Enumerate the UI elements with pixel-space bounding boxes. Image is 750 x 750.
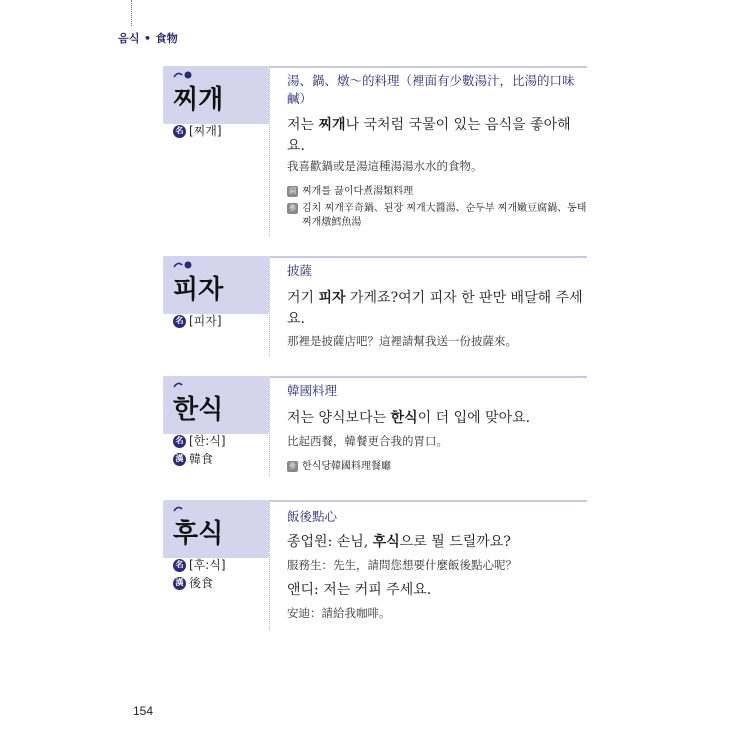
pos-badge: 名 [173, 125, 186, 138]
entry-meta [173, 312, 222, 330]
entry-meta [173, 432, 226, 468]
example-chinese: 比起西餐，韓餐更合我的胃口。 [287, 434, 448, 448]
entry-meta [173, 122, 222, 140]
headword-box [163, 376, 269, 434]
notes [287, 460, 587, 474]
example-chinese: 服務生：先生，請問您想要什麼飯後點心呢？ [287, 558, 517, 572]
headword: 후식 [173, 519, 224, 549]
hanja-badge: 漢 [173, 577, 186, 590]
pronunciation: [피자] [189, 314, 222, 328]
headword-box [163, 500, 269, 558]
notes [287, 185, 587, 230]
entry-top-rule [269, 256, 587, 258]
entry-hansik [163, 376, 588, 476]
entry-top-rule [269, 500, 587, 502]
example-korean: 앤디: 저는 커피 주세요. [287, 582, 432, 598]
example-chinese: 我喜歡鍋或是湯這種湯湯水水的食物。 [287, 159, 483, 173]
entry-pizza [163, 256, 588, 356]
pronunciation: [찌개] [189, 124, 222, 138]
meaning: 湯、鍋、燉～的料理（裡面有少數湯汁，比湯的口味鹹） [287, 73, 575, 106]
example-korean: 종업원: 손님, 후식으로 뭘 드릴까요? [287, 534, 511, 550]
example-chinese: 安迪：請給我咖啡。 [287, 606, 391, 620]
entry-husik [163, 500, 588, 630]
note-item: 參 김치 찌개辛奇鍋、된장 찌개大醬湯、순두부 찌개嫩豆腐鍋、동태 찌개燉鱈魚湯 [289, 203, 587, 228]
hanja-badge: 漢 [173, 453, 186, 466]
entry-top-rule [269, 376, 587, 378]
meaning: 韓國料理 [287, 383, 338, 398]
hanja: 韓食 [189, 452, 214, 466]
audio-level-icon [173, 70, 193, 80]
entry-divider [269, 376, 270, 476]
headword-box [163, 66, 269, 124]
example-korean: 저는 찌개나 국처럼 국물이 있는 음식을 좋아해요. [287, 117, 571, 154]
reference-icon: 參 [289, 204, 296, 212]
note-item: 參 한식당韓國料理餐廳 [289, 461, 391, 472]
hanja: 後食 [189, 576, 214, 590]
meaning: 披薩 [287, 263, 313, 278]
example-chinese: 那裡是披薩店吧？這裡請幫我送一份披薩來。 [287, 334, 517, 348]
headword: 피자 [173, 275, 224, 305]
pos-badge: 名 [173, 435, 186, 448]
entry-top-rule [269, 66, 587, 68]
page-number: 154 [133, 704, 154, 718]
collocation-icon: 詞 [289, 187, 296, 195]
note-item: 詞 찌개를 끓이다煮湯類料理 [289, 186, 414, 197]
entry-meta [173, 556, 226, 592]
pronunciation: [후:식] [189, 558, 226, 572]
headword: 찌개 [173, 85, 224, 115]
headword-box [163, 256, 269, 314]
audio-level-icon [173, 260, 193, 270]
example-korean: 저는 양식보다는 한식이 더 입에 맞아요. [287, 410, 531, 426]
header-dotted-rule [131, 0, 132, 26]
entry-jjigae [163, 66, 588, 236]
entry-divider [269, 256, 270, 356]
pronunciation: [한:식] [189, 434, 226, 448]
audio-level-icon [173, 380, 193, 390]
example-korean: 거기 피자 가게죠?여기 피자 한 판만 배달해 주세요. [287, 290, 583, 327]
pos-badge: 名 [173, 559, 186, 572]
section-header: 음식 • 食物 [118, 32, 179, 45]
pos-badge: 名 [173, 315, 186, 328]
audio-level-icon [173, 504, 193, 514]
entry-divider [269, 66, 270, 236]
headword: 한식 [173, 395, 224, 425]
entry-divider [269, 500, 270, 630]
meaning: 飯後點心 [287, 509, 338, 524]
reference-icon: 參 [289, 462, 296, 470]
